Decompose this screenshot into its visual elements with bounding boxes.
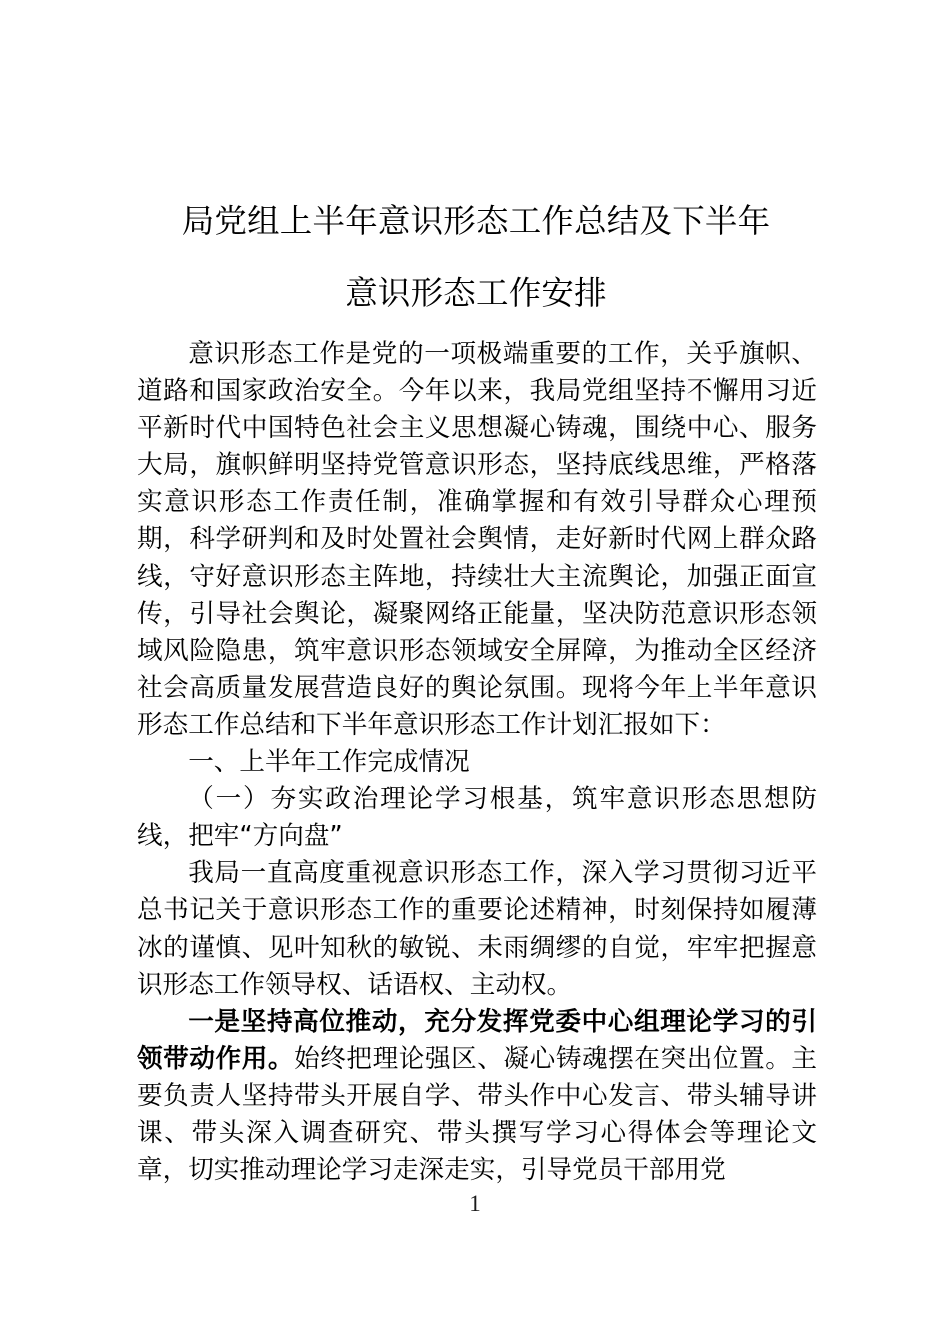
heading-section-one: 一、上半年工作完成情况	[188, 747, 470, 778]
point-one-lead: 一是坚持高位推动，充分发挥党委中心组理论学习的引领带动作用。	[137, 1006, 817, 1074]
paragraph-point-one	[137, 1004, 817, 1189]
page-title	[137, 185, 815, 329]
title-line-1: 局党组上半年意识形态工作总结及下半年	[181, 201, 771, 240]
paragraph-body-two: 我局一直高度重视意识形态工作，深入学习贯彻习近平总书记关于意识形态工作的重要论述精神，时刻保持如履薄冰的谨慎、见叶知秋的敏锐、未雨绸缪的自觉，牢牢把握意识形态工作领导权、话语权、主动权。	[137, 858, 817, 1000]
paragraph-intro: 意识形态工作是党的一项极端重要的工作，关乎旗帜、道路和国家政治安全。今年以来，我局党组坚持不懈用习近平新时代中国特色社会主义思想凝心铸魂，围绕中心、服务大局，旗帜鲜明坚持党管意识形态，坚持底线思维，严格落实意识形态工作责任制，准确掌握和有效引导群众心理预期，科学研判和及时处置社会舆情，走好新时代网上群众路线，守好意识形态主阵地，持续壮大主流舆论，加强正面宣传，引导社会舆论，凝聚网络正能量，坚决防范意识形态领域风险隐患，筑牢意识形态领域安全屏障，为推动全区经济社会高质量发展营造良好的舆论氛围。现将今年上半年意识形态工作总结和下半年意识形态工作计划汇报如下：	[137, 339, 817, 740]
title-line-2: 意识形态工作安排	[345, 273, 607, 312]
point-one-rest: 始终把理论强区、凝心铸魂摆在突出位置。主要负责人坚持带头开展自学、带头作中心发言、带头辅导讲课、带头深入调查研究、带头撰写学习心得体会等理论文章，切实推动理论学习走深走实，引导党员干部用党	[137, 1043, 817, 1186]
heading-subsection-one: （一）夯实政治理论学习根基，筑牢意识形态思想防线，把牢“方向盘”	[137, 784, 817, 852]
document-body	[137, 336, 817, 1189]
page-number: 1	[469, 1191, 481, 1216]
